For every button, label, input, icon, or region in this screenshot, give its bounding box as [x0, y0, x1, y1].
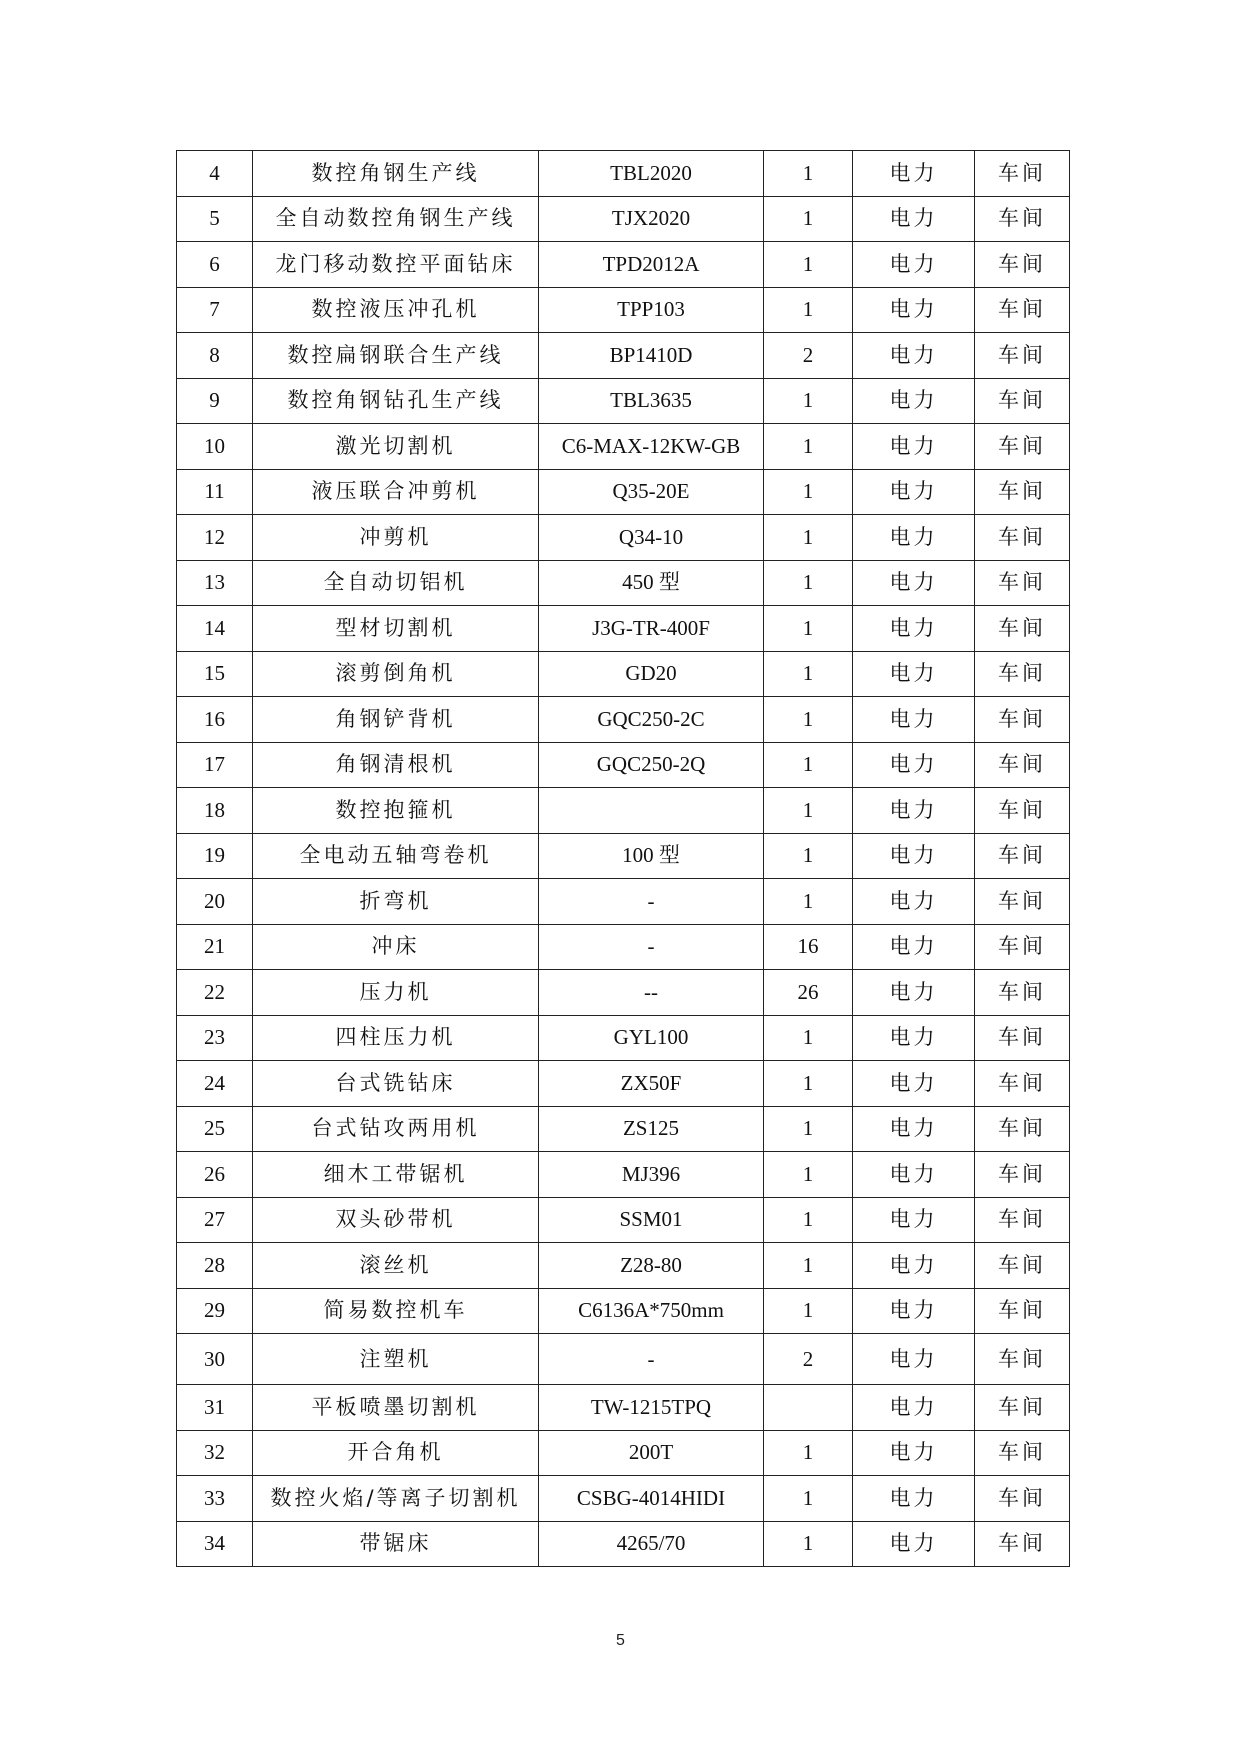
row-number-cell: 10 — [177, 424, 253, 470]
quantity-cell: 1 — [764, 242, 853, 288]
model-cell: GYL100 — [539, 1015, 764, 1061]
energy-cell: 电力 — [853, 1106, 975, 1152]
energy-cell: 电力 — [853, 469, 975, 515]
energy-cell: 电力 — [853, 924, 975, 970]
row-number-cell: 13 — [177, 560, 253, 606]
equipment-name-cell: 台式钻攻两用机 — [253, 1106, 539, 1152]
equipment-name-cell: 数控角钢钻孔生产线 — [253, 378, 539, 424]
quantity-cell: 1 — [764, 1521, 853, 1567]
equipment-name-cell: 平板喷墨切割机 — [253, 1385, 539, 1431]
model-cell — [539, 788, 764, 834]
quantity-cell: 1 — [764, 742, 853, 788]
table-row — [177, 469, 1070, 515]
equipment-name-cell: 台式铣钻床 — [253, 1061, 539, 1107]
equipment-name-cell: 数控液压冲孔机 — [253, 287, 539, 333]
model-cell: - — [539, 1334, 764, 1385]
row-number-cell: 30 — [177, 1334, 253, 1385]
row-number-cell: 18 — [177, 788, 253, 834]
energy-cell: 电力 — [853, 151, 975, 197]
row-number-cell: 31 — [177, 1385, 253, 1431]
row-number-cell: 17 — [177, 742, 253, 788]
model-cell: ZX50F — [539, 1061, 764, 1107]
location-cell: 车间 — [975, 879, 1070, 925]
location-cell: 车间 — [975, 1152, 1070, 1198]
row-number-cell: 20 — [177, 879, 253, 925]
table-row — [177, 1288, 1070, 1334]
energy-cell: 电力 — [853, 1334, 975, 1385]
table-row — [177, 1243, 1070, 1289]
energy-cell: 电力 — [853, 333, 975, 379]
energy-cell: 电力 — [853, 196, 975, 242]
row-number-cell: 7 — [177, 287, 253, 333]
row-number-cell: 28 — [177, 1243, 253, 1289]
row-number-cell: 12 — [177, 515, 253, 561]
model-cell: TJX2020 — [539, 196, 764, 242]
quantity-cell: 1 — [764, 1476, 853, 1522]
energy-cell: 电力 — [853, 1197, 975, 1243]
model-cell: TPD2012A — [539, 242, 764, 288]
table-row — [177, 742, 1070, 788]
table-row — [177, 924, 1070, 970]
equipment-name-cell: 简易数控机车 — [253, 1288, 539, 1334]
location-cell: 车间 — [975, 1061, 1070, 1107]
model-cell: GD20 — [539, 651, 764, 697]
equipment-table-body — [177, 151, 1070, 1567]
model-cell: TBL3635 — [539, 378, 764, 424]
row-number-cell: 25 — [177, 1106, 253, 1152]
energy-cell: 电力 — [853, 1476, 975, 1522]
row-number-cell: 11 — [177, 469, 253, 515]
energy-cell: 电力 — [853, 287, 975, 333]
row-number-cell: 23 — [177, 1015, 253, 1061]
equipment-name-cell: 数控火焰/等离子切割机 — [253, 1476, 539, 1522]
model-cell: 450 型 — [539, 560, 764, 606]
table-row — [177, 833, 1070, 879]
quantity-cell: 1 — [764, 287, 853, 333]
row-number-cell: 33 — [177, 1476, 253, 1522]
table-row — [177, 1152, 1070, 1198]
energy-cell: 电力 — [853, 606, 975, 652]
model-cell: Z28-80 — [539, 1243, 764, 1289]
quantity-cell: 1 — [764, 697, 853, 743]
table-row — [177, 287, 1070, 333]
model-cell: 100 型 — [539, 833, 764, 879]
location-cell: 车间 — [975, 788, 1070, 834]
model-cell: TW-1215TPQ — [539, 1385, 764, 1431]
equipment-name-cell: 压力机 — [253, 970, 539, 1016]
table-row — [177, 1334, 1070, 1385]
row-number-cell: 34 — [177, 1521, 253, 1567]
table-row — [177, 1061, 1070, 1107]
model-cell: - — [539, 924, 764, 970]
location-cell: 车间 — [975, 1430, 1070, 1476]
model-cell: C6-MAX-12KW-GB — [539, 424, 764, 470]
equipment-name-cell: 四柱压力机 — [253, 1015, 539, 1061]
model-cell: 200T — [539, 1430, 764, 1476]
model-cell: J3G-TR-400F — [539, 606, 764, 652]
quantity-cell: 1 — [764, 1152, 853, 1198]
equipment-name-cell: 带锯床 — [253, 1521, 539, 1567]
model-cell: C6136A*750mm — [539, 1288, 764, 1334]
table-row — [177, 1430, 1070, 1476]
location-cell: 车间 — [975, 151, 1070, 197]
location-cell: 车间 — [975, 424, 1070, 470]
equipment-name-cell: 细木工带锯机 — [253, 1152, 539, 1198]
row-number-cell: 9 — [177, 378, 253, 424]
model-cell: SSM01 — [539, 1197, 764, 1243]
location-cell: 车间 — [975, 1476, 1070, 1522]
location-cell: 车间 — [975, 378, 1070, 424]
row-number-cell: 27 — [177, 1197, 253, 1243]
row-number-cell: 29 — [177, 1288, 253, 1334]
energy-cell: 电力 — [853, 1015, 975, 1061]
location-cell: 车间 — [975, 242, 1070, 288]
quantity-cell: 1 — [764, 1061, 853, 1107]
row-number-cell: 21 — [177, 924, 253, 970]
energy-cell: 电力 — [853, 833, 975, 879]
equipment-name-cell: 角钢铲背机 — [253, 697, 539, 743]
energy-cell: 电力 — [853, 742, 975, 788]
energy-cell: 电力 — [853, 1152, 975, 1198]
row-number-cell: 16 — [177, 697, 253, 743]
table-row — [177, 1385, 1070, 1431]
quantity-cell: 1 — [764, 1015, 853, 1061]
model-cell: Q35-20E — [539, 469, 764, 515]
table-row — [177, 606, 1070, 652]
location-cell: 车间 — [975, 1197, 1070, 1243]
quantity-cell: 1 — [764, 651, 853, 697]
quantity-cell: 1 — [764, 469, 853, 515]
table-row — [177, 333, 1070, 379]
equipment-name-cell: 液压联合冲剪机 — [253, 469, 539, 515]
location-cell: 车间 — [975, 606, 1070, 652]
quantity-cell: 1 — [764, 151, 853, 197]
row-number-cell: 22 — [177, 970, 253, 1016]
energy-cell: 电力 — [853, 378, 975, 424]
equipment-name-cell: 全电动五轴弯卷机 — [253, 833, 539, 879]
equipment-name-cell: 全自动切铝机 — [253, 560, 539, 606]
table-row — [177, 697, 1070, 743]
quantity-cell: 1 — [764, 1430, 853, 1476]
quantity-cell: 1 — [764, 424, 853, 470]
energy-cell: 电力 — [853, 1430, 975, 1476]
quantity-cell: 1 — [764, 560, 853, 606]
equipment-name-cell: 冲床 — [253, 924, 539, 970]
model-cell: TPP103 — [539, 287, 764, 333]
energy-cell: 电力 — [853, 515, 975, 561]
energy-cell: 电力 — [853, 1288, 975, 1334]
table-row — [177, 879, 1070, 925]
location-cell: 车间 — [975, 287, 1070, 333]
location-cell: 车间 — [975, 333, 1070, 379]
energy-cell: 电力 — [853, 1521, 975, 1567]
row-number-cell: 26 — [177, 1152, 253, 1198]
row-number-cell: 24 — [177, 1061, 253, 1107]
table-row — [177, 1015, 1070, 1061]
model-cell: 4265/70 — [539, 1521, 764, 1567]
model-cell: TBL2020 — [539, 151, 764, 197]
row-number-cell: 4 — [177, 151, 253, 197]
row-number-cell: 6 — [177, 242, 253, 288]
table-row — [177, 1106, 1070, 1152]
quantity-cell: 1 — [764, 1106, 853, 1152]
model-cell: ZS125 — [539, 1106, 764, 1152]
equipment-name-cell: 数控扁钢联合生产线 — [253, 333, 539, 379]
location-cell: 车间 — [975, 1385, 1070, 1431]
energy-cell: 电力 — [853, 697, 975, 743]
equipment-name-cell: 数控角钢生产线 — [253, 151, 539, 197]
quantity-cell: 1 — [764, 515, 853, 561]
location-cell: 车间 — [975, 833, 1070, 879]
energy-cell: 电力 — [853, 560, 975, 606]
table-row — [177, 1476, 1070, 1522]
row-number-cell: 15 — [177, 651, 253, 697]
model-cell: GQC250-2Q — [539, 742, 764, 788]
equipment-name-cell: 双头砂带机 — [253, 1197, 539, 1243]
quantity-cell: 1 — [764, 879, 853, 925]
location-cell: 车间 — [975, 1015, 1070, 1061]
energy-cell: 电力 — [853, 242, 975, 288]
table-row — [177, 1197, 1070, 1243]
equipment-name-cell: 注塑机 — [253, 1334, 539, 1385]
equipment-name-cell: 冲剪机 — [253, 515, 539, 561]
location-cell: 车间 — [975, 697, 1070, 743]
quantity-cell — [764, 1385, 853, 1431]
model-cell: MJ396 — [539, 1152, 764, 1198]
energy-cell: 电力 — [853, 424, 975, 470]
location-cell: 车间 — [975, 1334, 1070, 1385]
table-row — [177, 378, 1070, 424]
equipment-name-cell: 滚丝机 — [253, 1243, 539, 1289]
location-cell: 车间 — [975, 196, 1070, 242]
location-cell: 车间 — [975, 742, 1070, 788]
location-cell: 车间 — [975, 515, 1070, 561]
table-row — [177, 560, 1070, 606]
equipment-name-cell: 数控抱箍机 — [253, 788, 539, 834]
equipment-name-cell: 折弯机 — [253, 879, 539, 925]
energy-cell: 电力 — [853, 1385, 975, 1431]
quantity-cell: 16 — [764, 924, 853, 970]
model-cell: CSBG-4014HIDI — [539, 1476, 764, 1522]
quantity-cell: 1 — [764, 1197, 853, 1243]
energy-cell: 电力 — [853, 1243, 975, 1289]
table-row — [177, 970, 1070, 1016]
equipment-name-cell: 开合角机 — [253, 1430, 539, 1476]
quantity-cell: 1 — [764, 833, 853, 879]
energy-cell: 电力 — [853, 1061, 975, 1107]
equipment-name-cell: 激光切割机 — [253, 424, 539, 470]
quantity-cell: 1 — [764, 1243, 853, 1289]
equipment-table — [176, 150, 1070, 1567]
location-cell: 车间 — [975, 924, 1070, 970]
energy-cell: 电力 — [853, 788, 975, 834]
row-number-cell: 8 — [177, 333, 253, 379]
row-number-cell: 19 — [177, 833, 253, 879]
page-number: 5 — [616, 1632, 625, 1649]
equipment-name-cell: 全自动数控角钢生产线 — [253, 196, 539, 242]
equipment-name-cell: 龙门移动数控平面钻床 — [253, 242, 539, 288]
energy-cell: 电力 — [853, 651, 975, 697]
location-cell: 车间 — [975, 1288, 1070, 1334]
quantity-cell: 26 — [764, 970, 853, 1016]
table-row — [177, 788, 1070, 834]
row-number-cell: 5 — [177, 196, 253, 242]
location-cell: 车间 — [975, 1521, 1070, 1567]
quantity-cell: 1 — [764, 378, 853, 424]
table-row — [177, 1521, 1070, 1567]
equipment-name-cell: 角钢清根机 — [253, 742, 539, 788]
table-row — [177, 151, 1070, 197]
model-cell: -- — [539, 970, 764, 1016]
table-row — [177, 424, 1070, 470]
location-cell: 车间 — [975, 970, 1070, 1016]
model-cell: BP1410D — [539, 333, 764, 379]
model-cell: - — [539, 879, 764, 925]
quantity-cell: 1 — [764, 606, 853, 652]
row-number-cell: 32 — [177, 1430, 253, 1476]
location-cell: 车间 — [975, 1243, 1070, 1289]
quantity-cell: 2 — [764, 1334, 853, 1385]
location-cell: 车间 — [975, 1106, 1070, 1152]
quantity-cell: 1 — [764, 196, 853, 242]
table-row — [177, 651, 1070, 697]
model-cell: GQC250-2C — [539, 697, 764, 743]
model-cell: Q34-10 — [539, 515, 764, 561]
equipment-name-cell: 型材切割机 — [253, 606, 539, 652]
quantity-cell: 1 — [764, 1288, 853, 1334]
row-number-cell: 14 — [177, 606, 253, 652]
equipment-name-cell: 滚剪倒角机 — [253, 651, 539, 697]
quantity-cell: 2 — [764, 333, 853, 379]
table-row — [177, 242, 1070, 288]
location-cell: 车间 — [975, 560, 1070, 606]
location-cell: 车间 — [975, 469, 1070, 515]
table-row — [177, 515, 1070, 561]
quantity-cell: 1 — [764, 788, 853, 834]
table-row — [177, 196, 1070, 242]
energy-cell: 电力 — [853, 970, 975, 1016]
location-cell: 车间 — [975, 651, 1070, 697]
energy-cell: 电力 — [853, 879, 975, 925]
